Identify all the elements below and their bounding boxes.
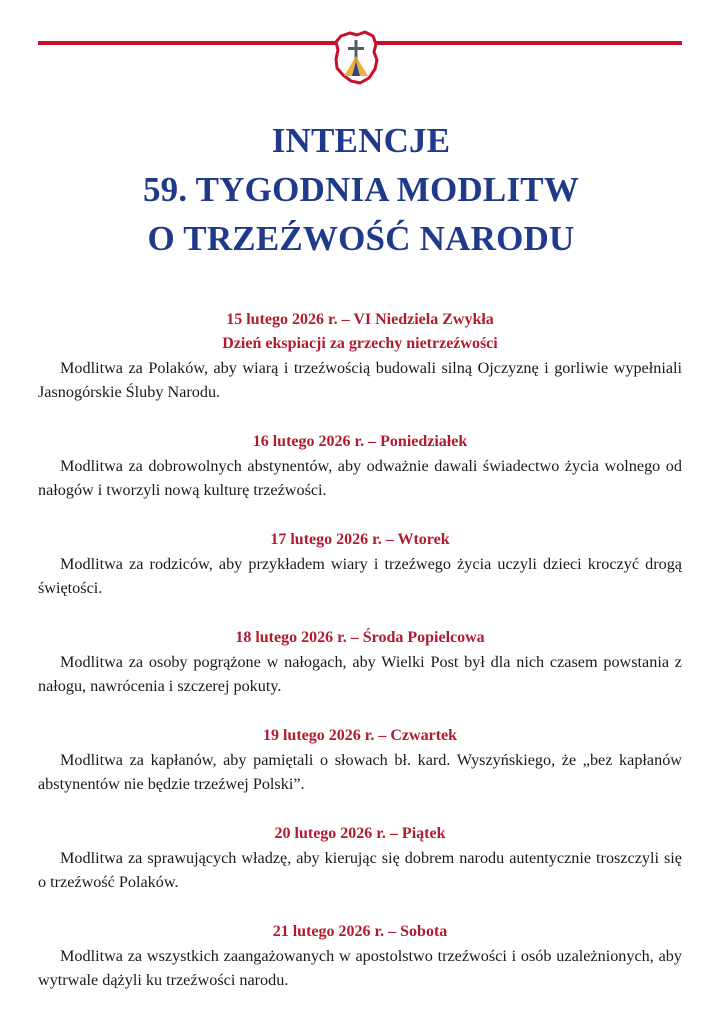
intentions-list (38, 308, 682, 1018)
intention-entry (38, 724, 682, 796)
intention-entry (38, 528, 682, 600)
title-line-1: INTENCJE (271, 121, 451, 160)
title-line-2: 59. TYGODNIA MODLITW (142, 170, 580, 209)
page-title (0, 116, 722, 263)
entry-date-heading: 20 lutego 2026 r. – Piątek (274, 825, 446, 842)
poland-map-cross-emblem-icon (330, 28, 382, 88)
intention-entry (38, 822, 682, 894)
entry-subheading: Dzień ekspiacji za grzechy nietrzeźwości (222, 335, 498, 352)
entry-prayer-text: Modlitwa za kapłanów, aby pamiętali o słowach bł. kard. Wyszyńskiego, że „bez kapłanów abstynentów nie będzie trzeźwej Polski”. (38, 751, 682, 793)
entry-prayer-text: Modlitwa za wszystkich zaangażowanych w apostolstwo trzeźwości i osób uzależnionych, aby wytrwale dążyli ku trzeźwości narodu. (38, 947, 682, 989)
intention-entry (38, 626, 682, 698)
entry-prayer-text: Modlitwa za dobrowolnych abstynentów, aby odważnie dawali świadectwo życia wolnego od nałogów i tworzyli nową kulturę trzeźwości. (38, 457, 682, 499)
entry-date-heading: 16 lutego 2026 r. – Poniedziałek (252, 433, 468, 450)
entry-prayer-text: Modlitwa za sprawujących władzę, aby kierując się dobrem narodu autentycznie troszczyli się o trzeźwość Polaków. (38, 849, 682, 891)
entry-prayer-text: Modlitwa za rodziców, aby przykładem wiary i trzeźwego życia uczyli dzieci kroczyć drogą świętości. (38, 555, 682, 597)
entry-date-heading: 18 lutego 2026 r. – Środa Popielcowa (235, 629, 485, 646)
entry-date-heading: 21 lutego 2026 r. – Sobota (272, 923, 448, 940)
entry-date-heading: 19 lutego 2026 r. – Czwartek (262, 727, 458, 744)
entry-prayer-text: Modlitwa za Polaków, aby wiarą i trzeźwością budowali silną Ojczyznę i gorliwie wypełniali Jasnogórskie Śluby Narodu. (38, 359, 682, 401)
entry-date-heading: 17 lutego 2026 r. – Wtorek (270, 531, 450, 548)
intention-entry (38, 920, 682, 992)
entry-date-heading: 15 lutego 2026 r. – VI Niedziela Zwykła (226, 311, 494, 328)
intention-entry (38, 308, 682, 404)
intention-entry (38, 430, 682, 502)
entry-prayer-text: Modlitwa za osoby pogrążone w nałogach, aby Wielki Post był dla nich czasem powstania z nałogu, nawrócenia i szczerej pokuty. (38, 653, 682, 695)
title-line-3: O TRZEŹWOŚĆ NARODU (147, 219, 575, 258)
